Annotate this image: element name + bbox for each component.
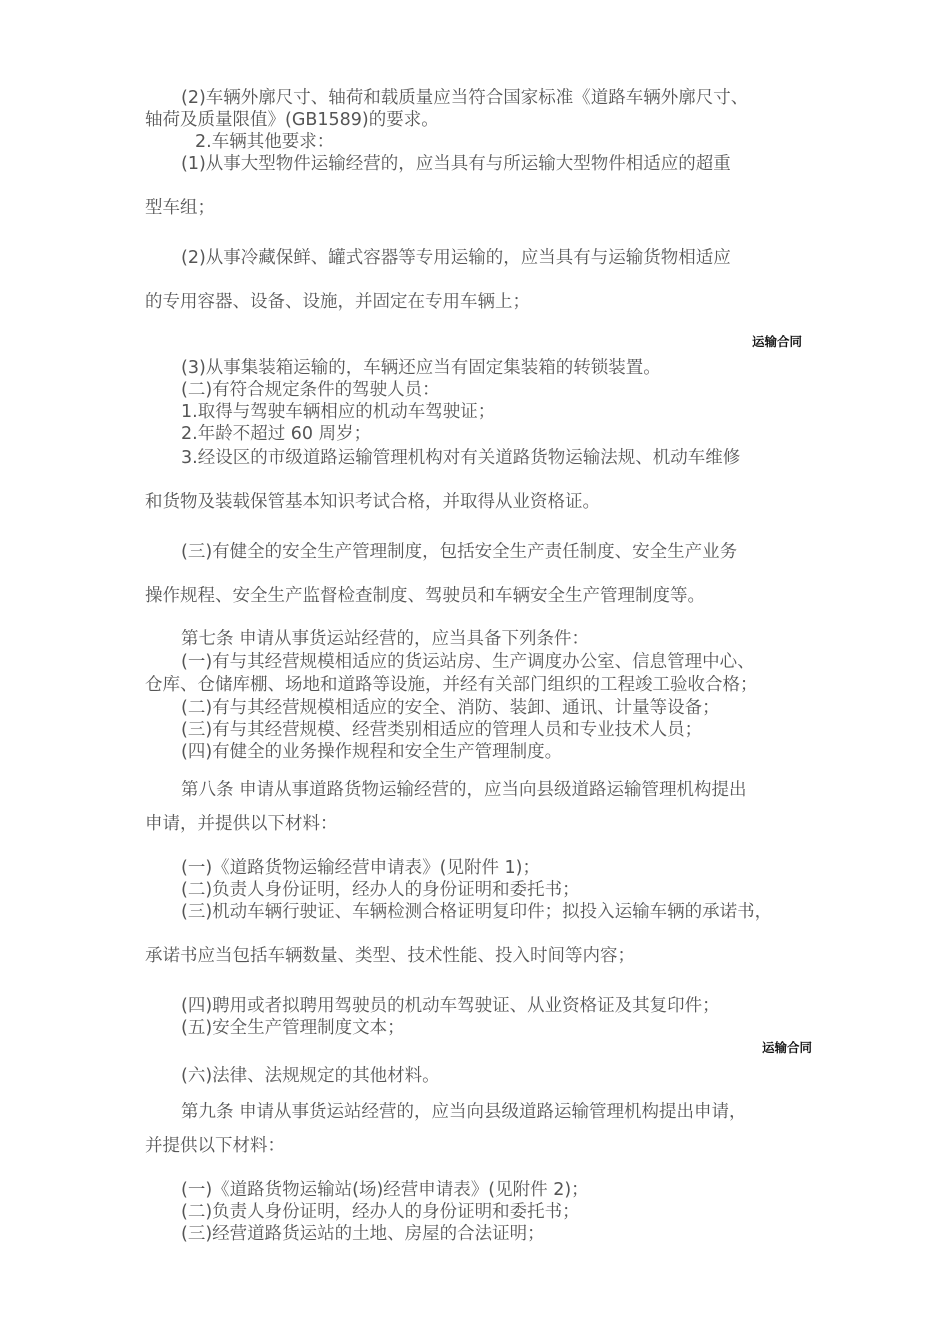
text-line: (四)有健全的业务操作规程和安全生产管理制度。 — [181, 742, 563, 762]
text-line: (三)有健全的安全生产管理制度，包括安全生产责任制度、安全生产业务 — [181, 542, 738, 562]
text-line: 的专用容器、设备、设施，并固定在专用车辆上； — [145, 292, 530, 312]
text-line: (一)《道路货物运输经营申请表》(见附件 1)； — [181, 858, 541, 878]
text-line: (二)有符合规定条件的驾驶人员： — [181, 380, 440, 400]
text-line: (三)有与其经营规模、经营类别相适应的管理人员和专业技术人员； — [181, 720, 703, 740]
text-line: (一)《道路货物运输站(场)经营申请表》(见附件 2)； — [181, 1180, 589, 1200]
text-line: (三)经营道路货运站的土地、房屋的合法证明； — [181, 1224, 545, 1244]
text-line: (五)安全生产管理制度文本； — [181, 1018, 405, 1038]
text-line: (一)有与其经营规模相适应的货运站房、生产调度办公室、信息管理中心、 — [181, 652, 755, 672]
watermark-label: 运输合同 — [762, 1040, 813, 1055]
text-line: (2)从事冷藏保鲜、罐式容器等专用运输的，应当具有与运输货物相适应 — [181, 248, 731, 268]
text-line: 并提供以下材料： — [145, 1136, 285, 1156]
text-line: (1)从事大型物件运输经营的，应当具有与所运输大型物件相适应的超重 — [181, 154, 731, 174]
text-line: 申请，并提供以下材料： — [145, 814, 338, 834]
text-line: 3.经设区的市级道路运输管理机构对有关道路货物运输法规、机动车维修 — [181, 448, 741, 468]
text-line: (六)法律、法规规定的其他材料。 — [181, 1066, 440, 1086]
text-line: 2.年龄不超过 60 周岁； — [181, 424, 372, 444]
text-line: 轴荷及质量限值》(GB1589)的要求。 — [145, 110, 439, 130]
text-line: 2.车辆其他要求： — [195, 132, 335, 152]
text-line: (三)机动车辆行驶证、车辆检测合格证明复印件；拟投入运输车辆的承诺书， — [181, 902, 773, 922]
text-line: (二)有与其经营规模相适应的安全、消防、装卸、通讯、计量等设备； — [181, 698, 720, 718]
text-line: 第九条 申请从事货运站经营的，应当向县级道路运输管理机构提出申请， — [181, 1102, 747, 1122]
text-line: 1.取得与驾驶车辆相应的机动车驾驶证； — [181, 402, 496, 422]
watermark-label: 运输合同 — [752, 334, 803, 349]
text-line: (3)从事集装箱运输的，车辆还应当有固定集装箱的转锁装置。 — [181, 358, 661, 378]
text-line: (二)负责人身份证明，经办人的身份证明和委托书； — [181, 880, 580, 900]
text-line: 承诺书应当包括车辆数量、类型、技术性能、投入时间等内容； — [145, 946, 635, 966]
text-line: 第七条 申请从事货运站经营的，应当具备下列条件： — [181, 629, 590, 649]
text-line: (二)负责人身份证明，经办人的身份证明和委托书； — [181, 1202, 580, 1222]
text-line: 仓库、仓储库棚、场地和道路等设施，并经有关部门组织的工程竣工验收合格； — [145, 675, 758, 695]
text-line: 和货物及装载保管基本知识考试合格，并取得从业资格证。 — [145, 492, 600, 512]
text-line: (2)车辆外廓尺寸、轴荷和载质量应当符合国家标准《道路车辆外廓尺寸、 — [181, 88, 749, 108]
text-line: (四)聘用或者拟聘用驾驶员的机动车驾驶证、从业资格证及其复印件； — [181, 996, 720, 1016]
text-line: 第八条 申请从事道路货物运输经营的，应当向县级道路运输管理机构提出 — [181, 780, 747, 800]
text-line: 型车组； — [145, 198, 215, 218]
text-line: 操作规程、安全生产监督检查制度、驾驶员和车辆安全生产管理制度等。 — [145, 586, 705, 606]
